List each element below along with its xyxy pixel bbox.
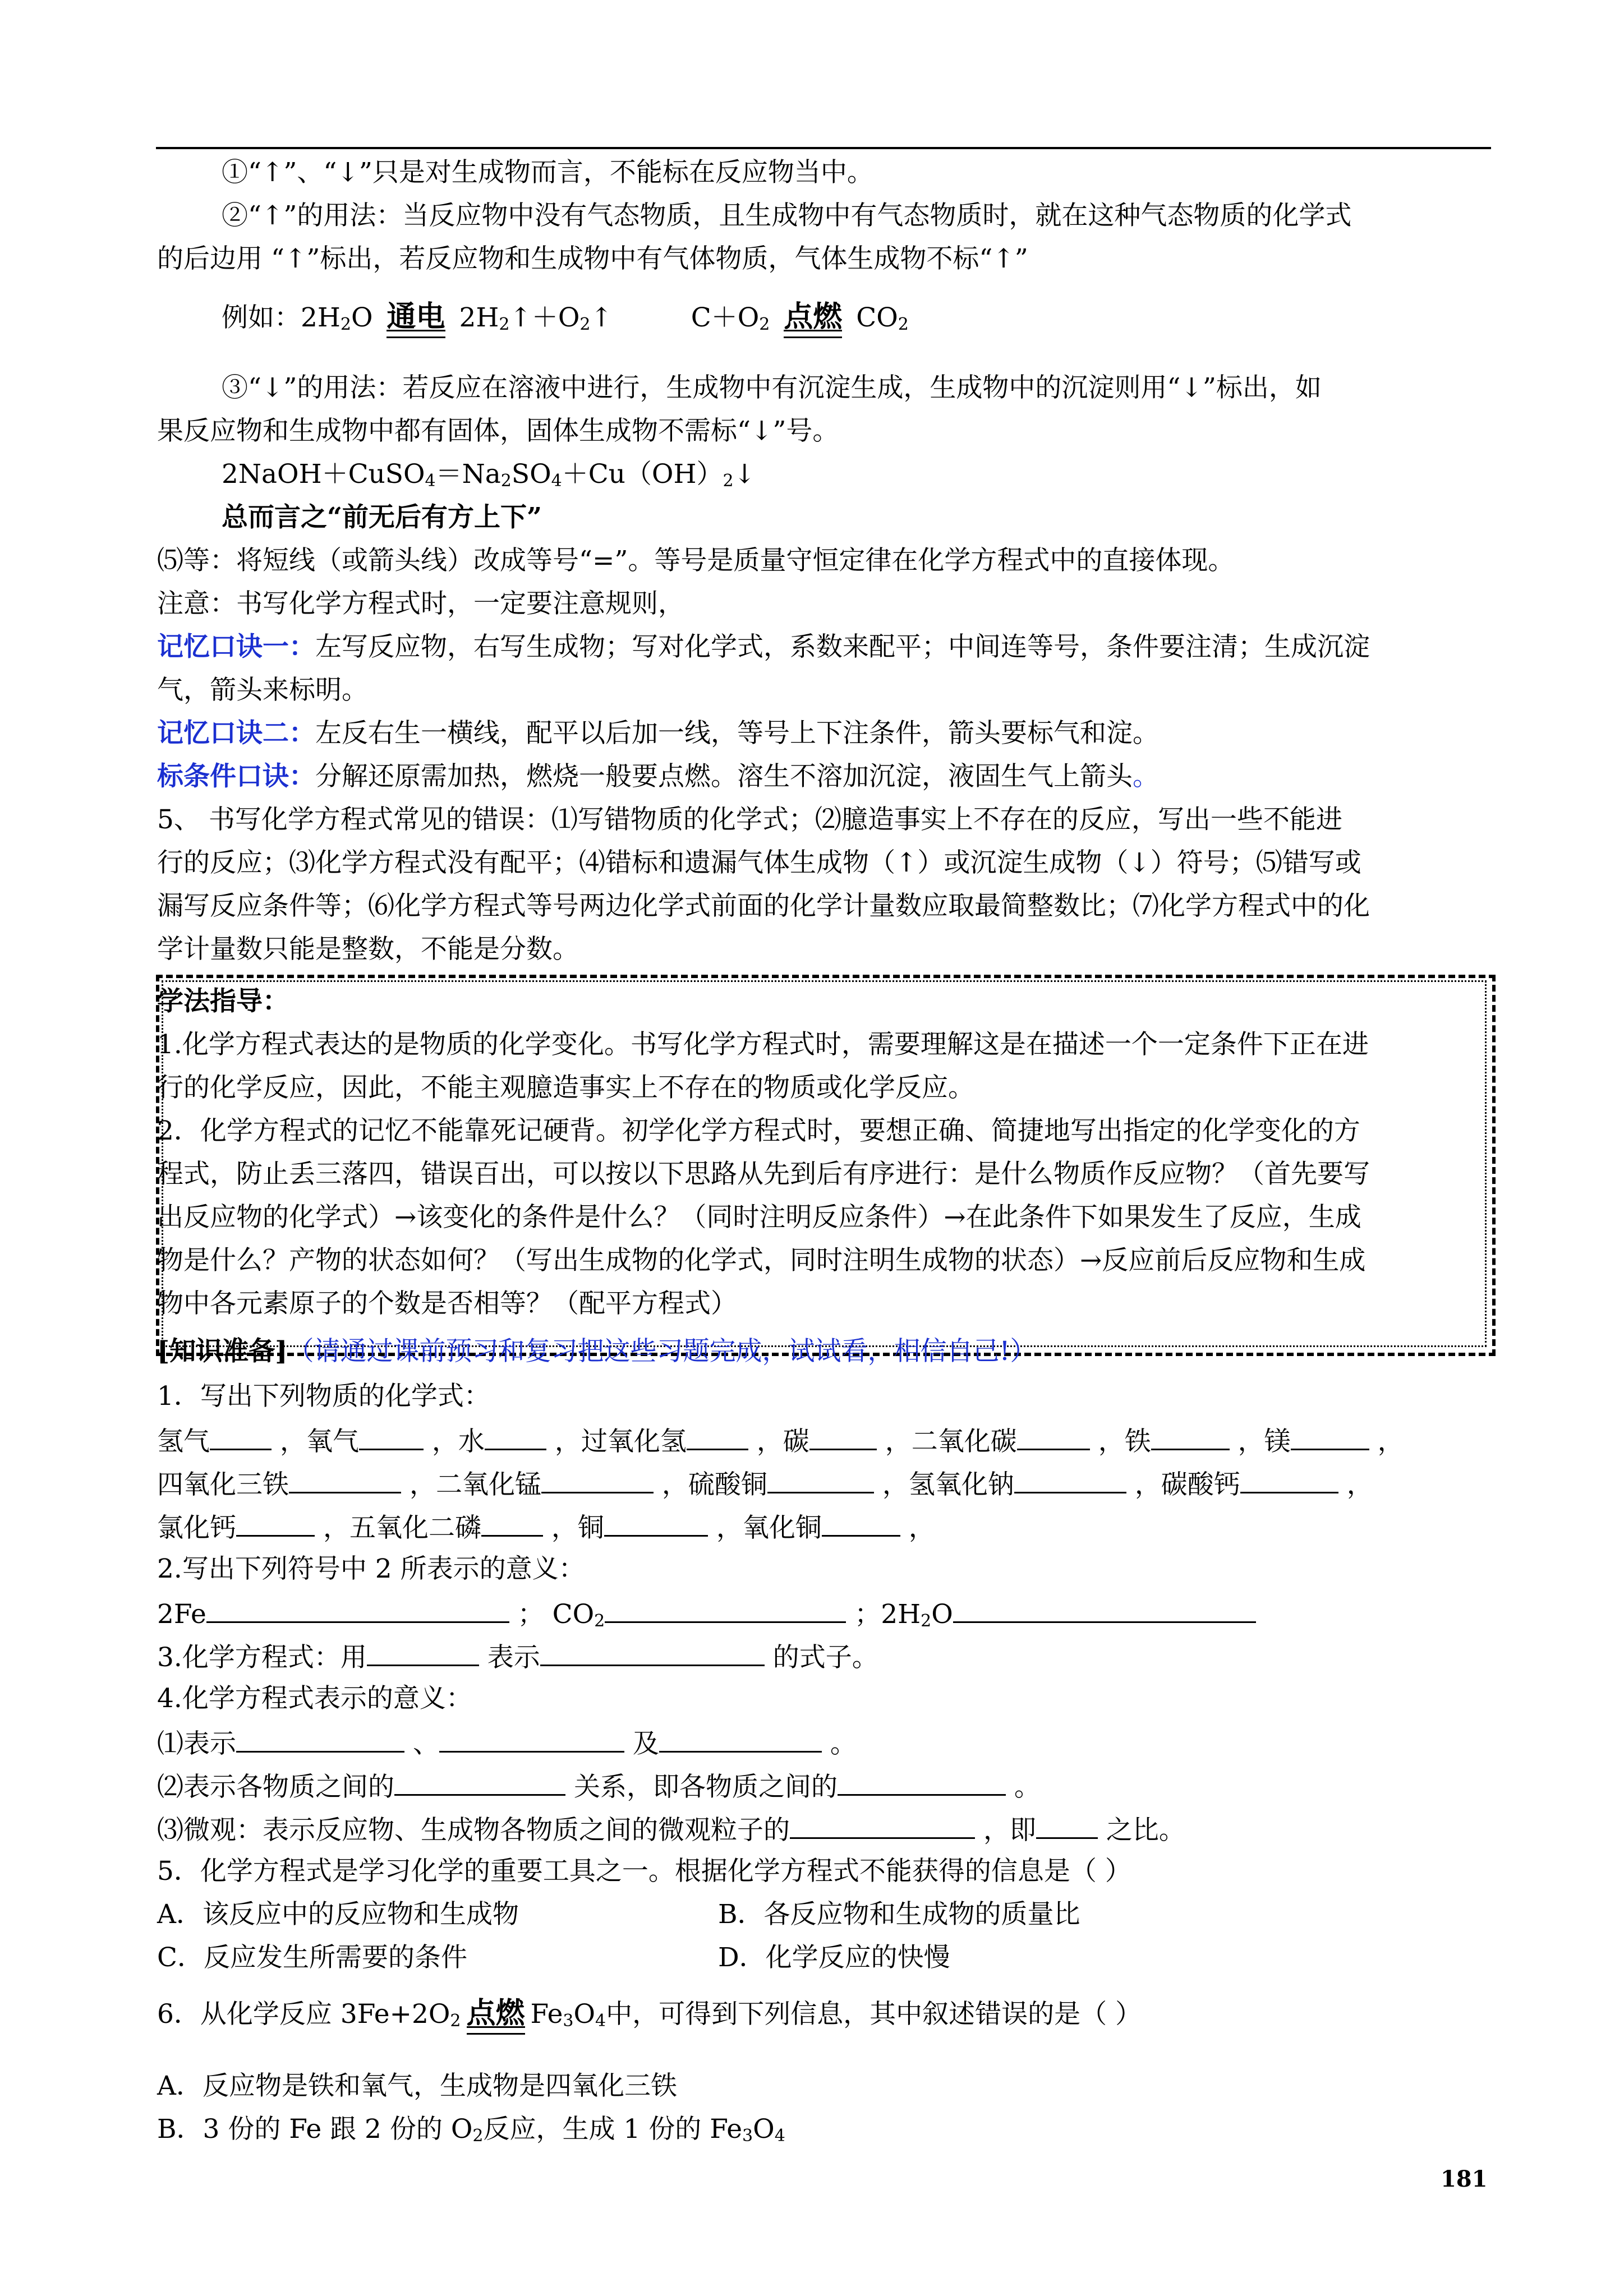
answer-blank[interactable] — [439, 1725, 624, 1753]
option-5b: B．各反应物和生成物的质量比 — [718, 1899, 1080, 1930]
answer-blank[interactable] — [367, 1639, 479, 1666]
prep-heading: [知识准备]（请通过课前预习和复习把这些习题完成，试试看，相信自己!） — [157, 1336, 1037, 1367]
mnemonic-3: 标条件口诀：分解还原需加热，燃烧一般要点燃。溶生不溶加沉淀，液固生气上箭头。 — [157, 761, 1159, 792]
answer-blank[interactable] — [206, 1596, 509, 1623]
formula-row-1: 氢气 ，氧气 ，水 ，过氧化氢 ，碳 ，二氧化碳 ，铁 ，镁 ， — [157, 1423, 1404, 1459]
answer-blank[interactable] — [1036, 1811, 1098, 1839]
text-line: ③“↓”的用法：若反应在溶液中进行，生成物中有沉淀生成，生成物中的沉淀则用“↓”标出，如 — [222, 372, 1322, 403]
option-5c: C．反应发生所需要的条件 — [157, 1942, 467, 1973]
answer-blank[interactable] — [687, 1423, 748, 1450]
text-line: ⑸等：将短线（或箭头线）改成等号“=”。等号是质量守恒定律在化学方程式中的直接体现。 — [157, 545, 1235, 576]
answer-blank[interactable] — [953, 1596, 1256, 1623]
answer-blank[interactable] — [604, 1509, 708, 1537]
text-line: 2．化学方程式的记忆不能靠死记硬背。初学化学方程式时，要想正确、简捷地写出指定的化学变化的方 — [157, 1115, 1360, 1146]
text-line: 漏写反应条件等；⑹化学方程式等号两边化学式前面的化学计量数应取最简整数比；⑺化学方程式中的化 — [157, 891, 1370, 921]
question-2-answers: 2Fe ； $CO_2$ ；$2H_2O$ — [157, 1596, 1256, 1631]
question-4-3: ⑶微观：表示反应物、生成物各物质之间的微观粒子的 ，即 之比。 — [157, 1811, 1185, 1847]
formula-row-3: 氯化钙 ，五氧化二磷 ，铜 ，氧化铜 ， — [157, 1509, 935, 1545]
answer-blank[interactable] — [541, 1466, 654, 1493]
answer-blank[interactable] — [1017, 1423, 1090, 1450]
text-line: 学计量数只能是整数，不能是分数。 — [157, 934, 579, 965]
answer-blank[interactable] — [767, 1466, 874, 1493]
answer-blank[interactable] — [822, 1509, 900, 1537]
text-line: 5、 书写化学方程式常见的错误：⑴写错物质的化学式；⑵臆造事实上不存在的反应，写出一些不能进 — [157, 804, 1342, 835]
option-5d: D．化学反应的快慢 — [718, 1942, 950, 1973]
question-5: 5．化学方程式是学习化学的重要工具之一。根据化学方程式不能获得的信息是（ ） — [157, 1856, 1131, 1887]
answer-blank[interactable] — [394, 1768, 565, 1796]
question-1: 1．写出下列物质的化学式： — [157, 1381, 490, 1412]
question-2: 2.写出下列符号中 2 所表示的意义： — [157, 1553, 585, 1584]
answer-blank[interactable] — [605, 1596, 846, 1623]
answer-blank[interactable] — [1151, 1423, 1230, 1450]
text-line: 行的化学反应，因此，不能主观臆造事实上不存在的物质或化学反应。 — [157, 1072, 974, 1103]
answer-blank[interactable] — [485, 1423, 546, 1450]
option-6a: A．反应物是铁和氧气，生成物是四氧化三铁 — [157, 2071, 677, 2101]
text-line: 物中各元素原子的个数是否相等？（配平方程式） — [157, 1288, 737, 1319]
question-3: 3.化学方程式：用 表示 的式子。 — [157, 1639, 878, 1675]
text-line: ①“↑”、“↓”只是对生成物而言，不能标在反应物当中。 — [222, 157, 873, 188]
answer-blank[interactable] — [838, 1768, 1006, 1796]
answer-blank[interactable] — [236, 1725, 404, 1753]
mnemonic-1: 记忆口诀一：左写反应物，右写生成物；写对化学式，系数来配平；中间连等号，条件要注清；生成沉淀 — [157, 631, 1370, 662]
answer-blank[interactable] — [481, 1509, 543, 1537]
condition-ignite: 点燃 — [784, 300, 842, 337]
answer-blank[interactable] — [790, 1811, 975, 1839]
text-line: 物是什么？产物的状态如何？（写出生成物的化学式，同时注明生成物的状态）→反应前后反应物和生成 — [157, 1245, 1366, 1276]
equation-example: 例如：$2H_2O$ 通电 $2H_2↑+O_2↑$ $C+O_2$ 点燃 $CO_2$ — [222, 300, 909, 337]
text-line: 出反应物的化学式）→该变化的条件是什么？（同时注明反应条件）→在此条件下如果发生了反应，生成 — [157, 1202, 1361, 1233]
text-line: 程式，防止丢三落四，错误百出，可以按以下思路从先到后有序进行：是什么物质作反应物？（首先要写 — [157, 1159, 1370, 1190]
text-line: 气，箭头来标明。 — [157, 675, 368, 706]
summary-line: 总而言之“前无后有方上下” — [222, 502, 542, 533]
answer-blank[interactable] — [289, 1466, 401, 1493]
answer-blank[interactable] — [809, 1423, 877, 1450]
answer-blank[interactable] — [1014, 1466, 1126, 1493]
condition-electrolysis: 通电 — [387, 300, 445, 337]
header-rule — [156, 147, 1491, 149]
text-line: 行的反应；⑶化学方程式没有配平；⑷错标和遗漏气体生成物（↑）或沉淀生成物（↓）符号；⑸错写或 — [157, 847, 1361, 878]
question-4: 4.化学方程式表示的意义： — [157, 1683, 472, 1714]
text-line: ②“↑”的用法：当反应物中没有气态物质，且生成物中有气态物质时，就在这种气态物质的化学式 — [222, 200, 1352, 231]
answer-blank[interactable] — [210, 1423, 272, 1450]
answer-blank[interactable] — [1291, 1423, 1369, 1450]
option-5a: A．该反应中的反应物和生成物 — [157, 1899, 519, 1930]
text-line: 的后边用 “↑”标出，若反应物和生成物中有气体物质，气体生成物不标“↑” — [157, 243, 1028, 274]
condition-ignite: 点燃 — [467, 1997, 525, 2034]
question-6: 6．从化学反应 $3Fe+2O_2$ 点燃 $Fe_3O_4$中，可得到下列信息，其中叙述错误的是（ ） — [157, 1997, 1142, 2034]
page-number: 181 — [1441, 2166, 1488, 2192]
equation-naoh: $2NaOH+CuSO_4=Na_2SO_4+Cu(OH)_2↓$ — [222, 459, 756, 491]
answer-blank[interactable] — [659, 1725, 822, 1753]
answer-blank[interactable] — [1240, 1466, 1338, 1493]
option-6b: B．3 份的 Fe 跟 2 份的 $O_2$反应，生成 1 份的 $Fe_3O_4$ — [157, 2114, 785, 2146]
text-line: 1.化学方程式表达的是物质的化学变化。书写化学方程式时，需要理解这是在描述一个一定条件下正在进 — [157, 1029, 1369, 1060]
answer-blank[interactable] — [540, 1639, 765, 1666]
question-4-2: ⑵表示各物质之间的 关系，即各物质之间的 。 — [157, 1768, 1041, 1804]
answer-blank[interactable] — [236, 1509, 315, 1537]
formula-row-2: 四氧化三铁 ，二氧化锰 ，硫酸铜 ，氢氧化钠 ，碳酸钙 ， — [157, 1466, 1373, 1502]
mnemonic-2: 记忆口诀二：左反右生一横线，配平以后加一线，等号上下注条件，箭头要标气和淀。 — [157, 718, 1159, 749]
guide-title: 学法指导： — [157, 986, 289, 1017]
text-line: 果反应物和生成物中都有固体，固体生成物不需标“↓”号。 — [157, 416, 839, 446]
answer-blank[interactable] — [359, 1423, 424, 1450]
text-line: 注意：书写化学方程式时，一定要注意规则， — [157, 588, 684, 619]
question-4-1: ⑴表示 、 及 。 — [157, 1725, 857, 1761]
